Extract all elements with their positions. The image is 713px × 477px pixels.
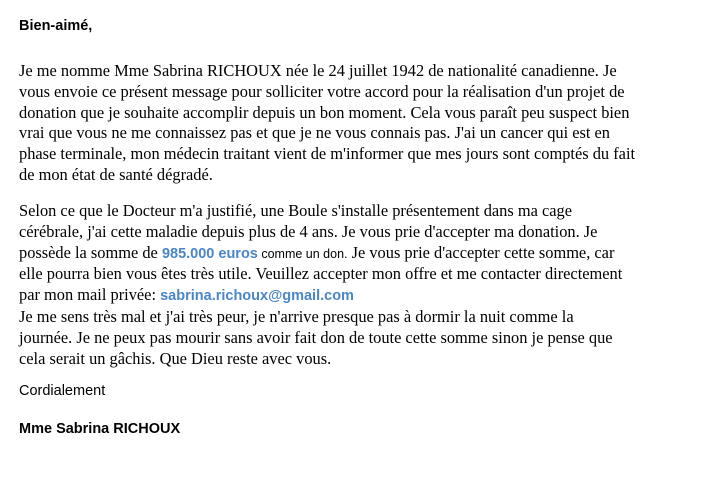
text-line: journée. Je ne peux pas mourir sans avoir fait don de toute cette somme sinon je pense que bbox=[19, 327, 613, 347]
text-line: de mon état de santé dégradé. bbox=[19, 164, 213, 184]
signature: Mme Sabrina RICHOUX bbox=[19, 421, 181, 437]
text-line bbox=[19, 243, 709, 265]
text-fragment: par mon mail privée: bbox=[19, 285, 161, 305]
text-line: donation que je souhaite accomplir depuis un bon moment. Cela vous paraît peu suspect bien bbox=[19, 102, 630, 122]
text-line: Je me nomme Mme Sabrina RICHOUX née le 24 juillet 1942 de nationalité canadienne. Je bbox=[19, 61, 617, 80]
text-line: cérébrale, j'ai cette maladie depuis plus de 4 ans. Je vous prie d'accepter ma donation. Je bbox=[19, 221, 598, 241]
text-line: Je me sens très mal et j'ai très peur, je n'arrive presque pas à dormir la nuit comme la bbox=[19, 306, 574, 326]
text-line: vrai que vous ne me connaissez pas et que je ne vous connais pas. J'ai un cancer qui est en bbox=[19, 123, 611, 143]
paragraph-donation bbox=[19, 201, 709, 369]
email-link[interactable]: sabrina.richoux@gmail.com bbox=[160, 288, 354, 305]
donation-amount: 985.000 euros bbox=[161, 245, 258, 262]
closing: Cordialement bbox=[19, 383, 106, 399]
greeting: Bien-aimé, bbox=[19, 18, 93, 34]
text-fragment: possède la somme de bbox=[19, 242, 162, 262]
text-fragment: Je vous prie d'accepter cette somme, car bbox=[347, 242, 615, 262]
text-line: cela serait un gâchis. Que Dieu reste avec vous. bbox=[19, 348, 332, 368]
text-line bbox=[19, 285, 709, 307]
text-line: elle pourra bien vous êtes très utile. Veuillez accepter mon offre et me contacter directement bbox=[19, 264, 623, 284]
text-line: Selon ce que le Docteur m'a justifié, une Boule s'installe présentement dans ma cage bbox=[19, 201, 572, 220]
text-line: vous envoie ce présent message pour solliciter votre accord pour la réalisation d'un projet de bbox=[19, 81, 625, 101]
text-fragment: comme un don. bbox=[257, 246, 348, 261]
paragraph-intro bbox=[19, 61, 709, 186]
text-line: phase terminale, mon médecin traitant vient de m'informer que mes jours sont comptés du fait bbox=[19, 144, 636, 164]
